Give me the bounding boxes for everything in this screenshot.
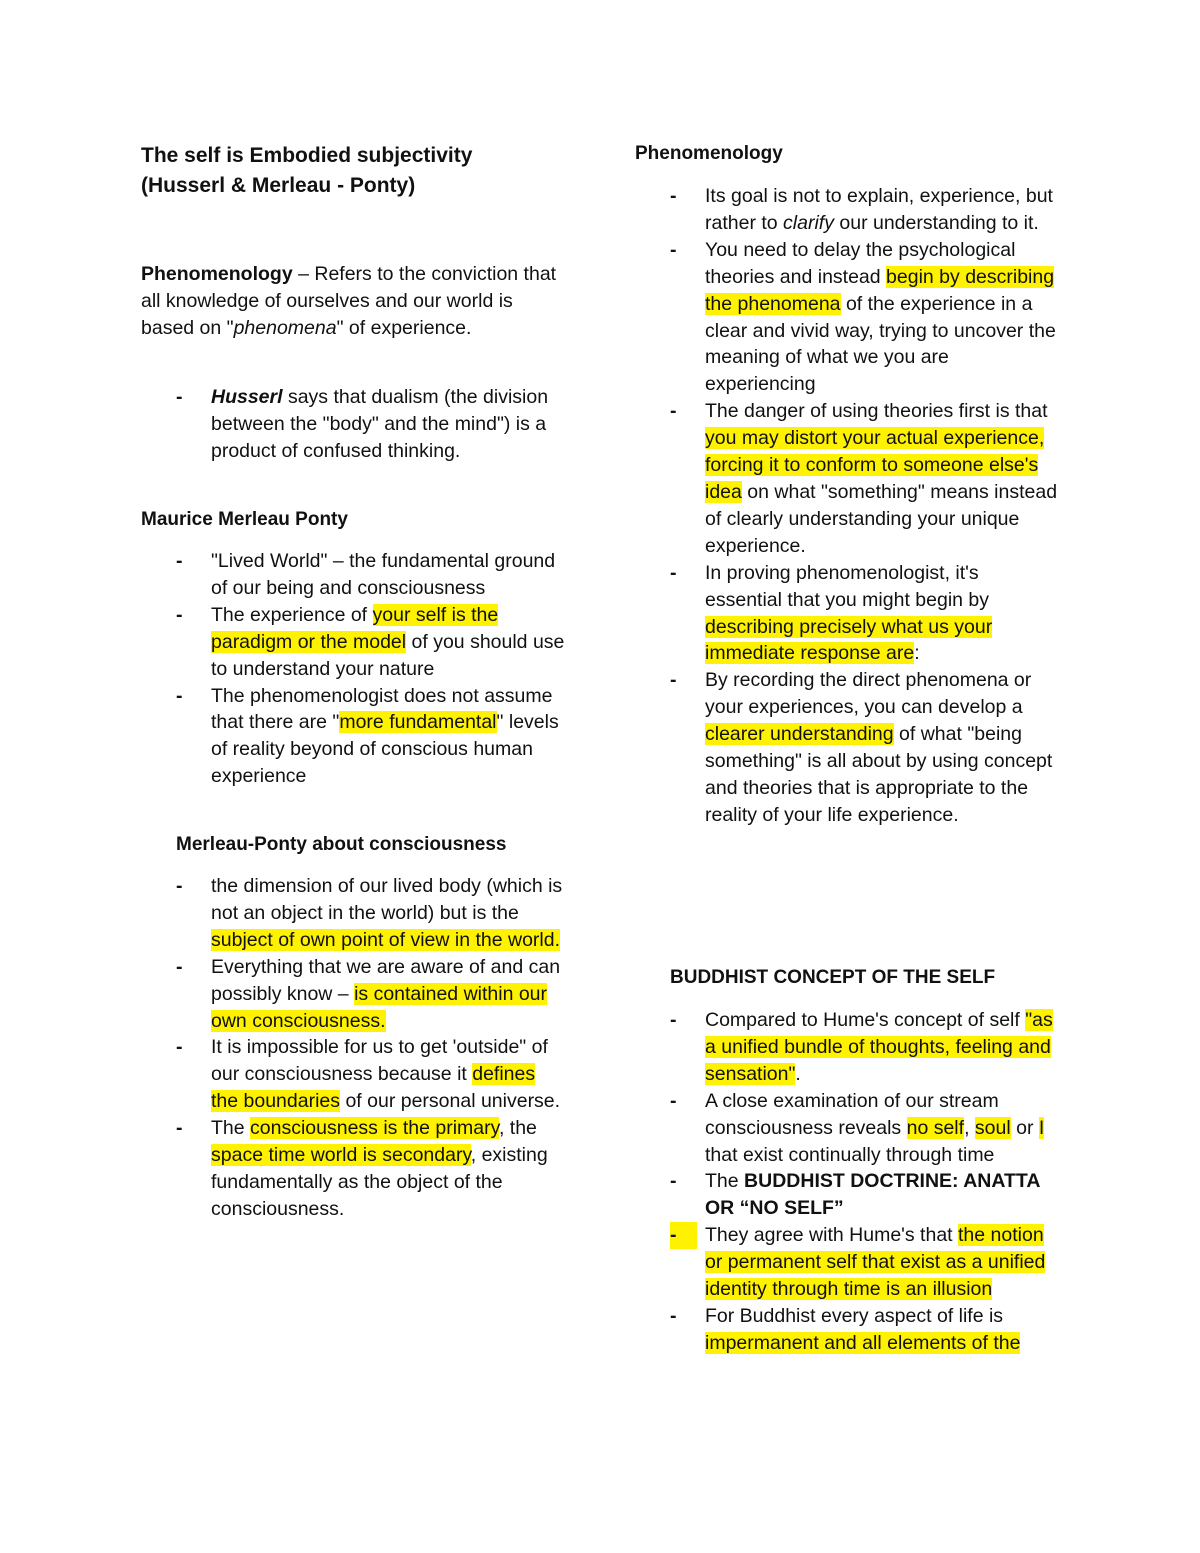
list-item: - The experience of your self is the paradigm or the model of you should use to understand your nature — [176, 603, 565, 680]
section-heading-consciousness: Merleau-Ponty about consciousness — [176, 834, 507, 855]
list-item: - Everything that we are aware of and can possibly know – is contained within our own consciousness. — [176, 955, 561, 1032]
section-heading-merleau: Maurice Merleau Ponty — [141, 509, 348, 530]
buddhist-list — [670, 1007, 1062, 1357]
list-item: - The phenomenologist does not assume that there are "more fundamental" levels of reality beyond of conscious human experience — [176, 684, 559, 788]
merleau-list — [176, 548, 568, 790]
list-item: - The BUDDHIST DOCTRINE: ANATTA OR “NO SELF” — [670, 1170, 1040, 1220]
list-item: - Husserl says that dualism (the division between the "body" and the mind") is a product of confused thinking. — [176, 386, 549, 462]
list-item: - By recording the direct phenomena or your experiences, you can develop a clearer understanding of what "being something" is all about by using concept and theories that is appropriate to the reality of your life experience. — [670, 669, 1053, 826]
list-item: - The danger of using theories first is that you may distort your actual experience, forcing it to conform to someone else's idea on what "something" means instead of clearly understanding your unique experience. — [670, 400, 1058, 557]
title-line-1: The self is Embodied subjectivity — [141, 144, 473, 167]
list-item: - Compared to Hume's concept of self "as a unified bundle of thoughts, feeling and sensation". — [670, 1009, 1053, 1085]
section-heading-buddhist: BUDDHIST CONCEPT OF THE SELF — [670, 967, 996, 988]
phenomenology-list — [670, 183, 1060, 829]
husserl-list — [176, 384, 566, 465]
list-item: - Its goal is not to explain, experience, but rather to clarify our understanding to it. — [670, 185, 1053, 234]
document-title — [141, 141, 571, 201]
list-item: - You need to delay the psychological theories and instead begin by describing the phenomena of the experience in a clear and vivid way, trying to uncover the meaning of what we you are experiencing — [670, 238, 1056, 396]
title-line-2: (Husserl & Merleau - Ponty) — [141, 174, 416, 197]
list-item: - It is impossible for us to get 'outside" of our consciousness because it defines the boundaries of our personal universe. — [176, 1036, 561, 1113]
section-heading-phenomenology: Phenomenology — [635, 143, 783, 164]
definition-term: Phenomenology — [141, 263, 293, 285]
husserl-name: Husserl — [211, 386, 283, 408]
phenomenology-definition: Phenomenology – Refers to the conviction that all knowledge of ourselves and our world is based on "phenomena" of experience. — [141, 263, 557, 339]
buddhist-doctrine: BUDDHIST DOCTRINE: ANATTA OR “NO SELF” — [705, 1170, 1040, 1220]
list-item: - In proving phenomenologist, it's essential that you might begin by describing precisely what us your immediate response are: — [670, 561, 993, 665]
list-item: - the dimension of our lived body (which is not an object in the world) but is the subject of own point of view in the world. — [176, 875, 563, 951]
list-item: - The consciousness is the primary, the space time world is secondary, existing fundamentally as the object of the consciousness. — [176, 1117, 548, 1220]
consciousness-list — [176, 873, 566, 1223]
list-item: - "Lived World" – the fundamental ground of our being and consciousness — [176, 550, 556, 599]
list-item: - A close examination of our stream consciousness reveals no self, soul or I that exist continually through time — [670, 1089, 1045, 1166]
list-item: - For Buddhist every aspect of life is impermanent and all elements of the — [670, 1304, 1021, 1354]
list-item: - They agree with Hume's that the notion or permanent self that exist as a unified identity through time is an illusion — [670, 1224, 1046, 1301]
